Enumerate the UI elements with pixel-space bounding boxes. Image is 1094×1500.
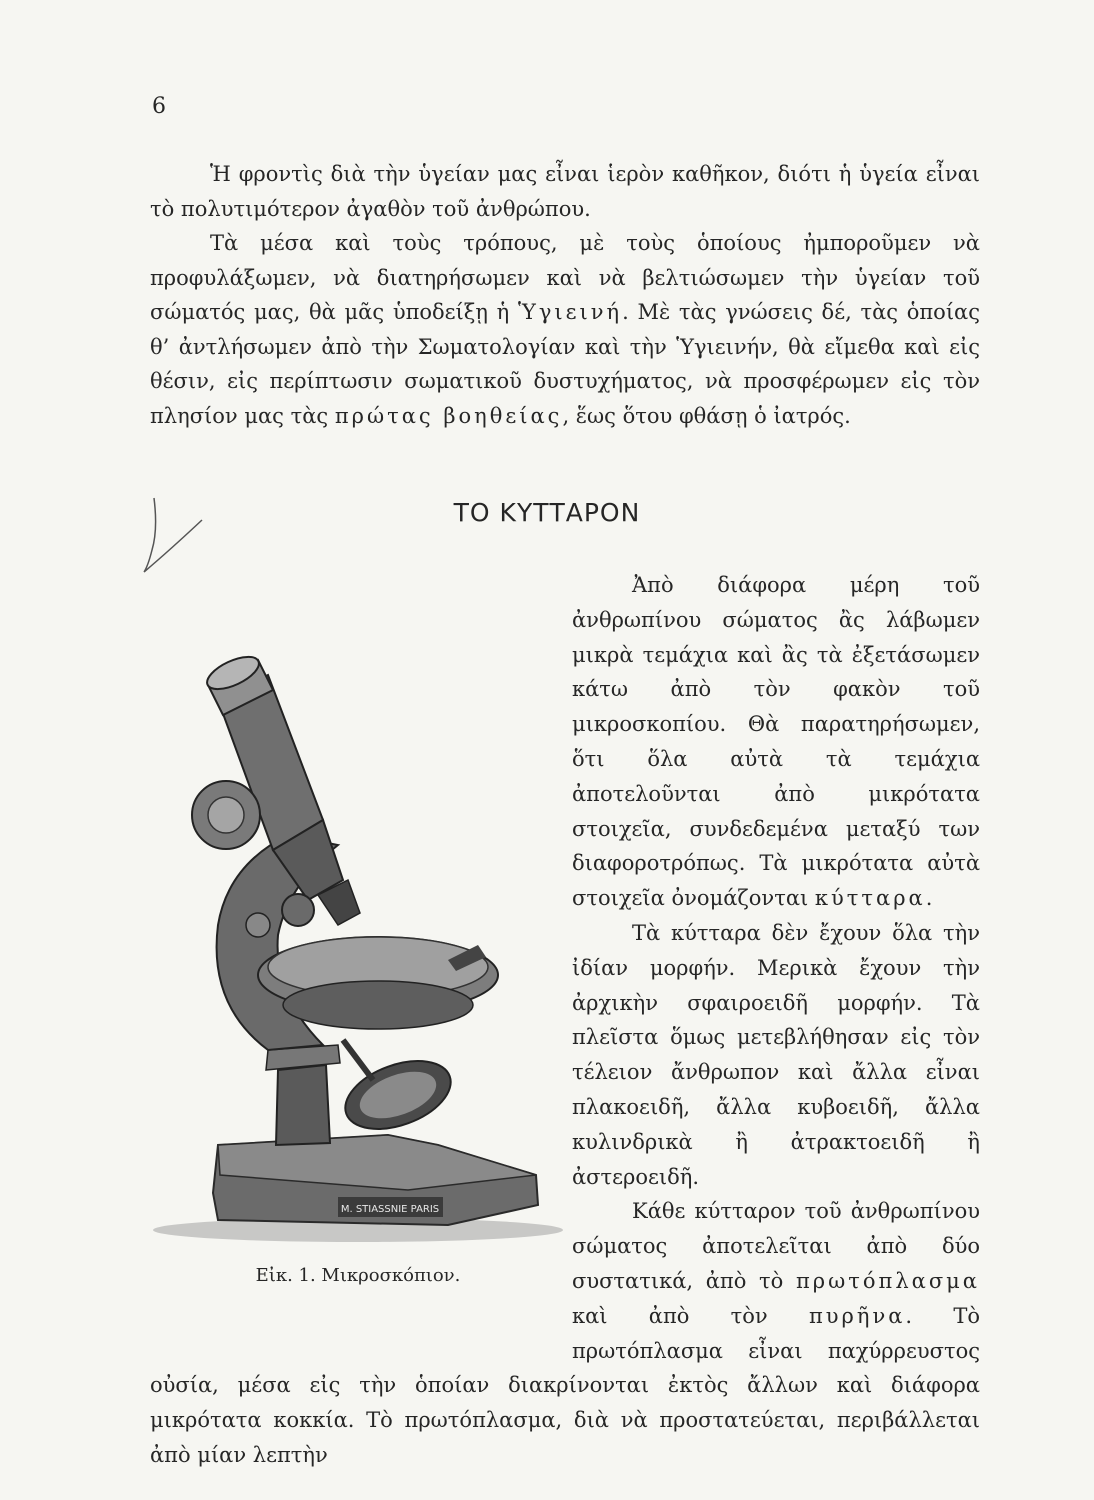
microscope-figure: [148, 645, 568, 1285]
intro-text: Τὰ μέσα καὶ τοὺς τρόπους, μὲ τοὺς ὁποίους ἠμποροῦμεν νὰ προφυλάξωμεν, νὰ διατηρήσωμεν καὶ νὰ βελτιώσωμεν τὴν ὑγείαν τοῦ σώματός μας, θὰ μᾶς ὑποδείξῃ ἡ: [150, 231, 980, 324]
body-text: Ἀπὸ διάφορα μέρη τοῦ ἀνθρωπίνου σώματος ἂς λάβωμεν μικρὰ τεμάχια καὶ ἂς τὰ ἐξετάσωμεν κάτω ἀπὸ τὸν φακὸν τοῦ μικροσκοπίου. Θὰ παρατηρήσωμεν, ὅτι ὅλα αὐτὰ τὰ τεμάχια ἀποτελοῦνται ἀπὸ μικρότατα στοιχεῖα, συνδεδεμένα μεταξύ των διαφοροτρόπως. Τὰ μικρότατα αὐτὰ στοιχεῖα ὀνομάζονται: [572, 573, 980, 911]
body-text: καὶ ἀπὸ τὸν: [572, 1303, 809, 1328]
term-protoplasm: πρωτόπλασμα: [796, 1268, 980, 1293]
term-nucleus: πυρῆνα: [808, 1303, 906, 1328]
term-cells: κύτταρα: [814, 886, 926, 911]
term-hygiene: Ὑγιεινή: [517, 300, 623, 324]
body-text: Κάθε κύτταρον τοῦ ἀνθρωπίνου σώματος ἀποτελεῖται ἀπὸ δύο συστατικά, ἀπὸ τὸ: [572, 1199, 980, 1293]
figure-caption: Εἰκ. 1. Μικροσκόπιον.: [255, 1265, 461, 1286]
microscope-icon: [148, 645, 568, 1245]
intro-paragraph-2: [150, 226, 980, 433]
intro-paragraph-1: Ἡ φροντὶς διὰ τὴν ὑγείαν μας εἶναι ἱερὸν καθῆκον, διότι ἡ ὑγεία εἶναι τὸ πολυτιμότερον ἀγαθὸν τοῦ ἀνθρώπου.: [150, 162, 980, 221]
body-text: . Τὸ πρωτόπλασμα εἶναι παχύρρευστος οὐσία, μέσα εἰς τὴν ὁποίαν διακρίνονται ἐκτὸς ἄλλων καὶ διάφορα μικρότατα κοκκία. Τὸ πρωτόπλασμα, διὰ νὰ προστατεύεται, περιβάλλεται ἀπὸ μίαν λεπτὴν: [150, 1303, 980, 1467]
body-paragraph-2: Τὰ κύτταρα δὲν ἔχουν ὅλα τὴν ἰδίαν μορφήν. Μερικὰ ἔχουν τὴν ἀρχικὴν σφαιροειδῆ μορφήν. Τὰ πλεῖστα ὅμως μετεβλήθησαν εἰς τὸν τέλειον ἄνθρωπον καὶ ἄλλα εἶναι πλακοειδῆ, ἄλλα κυβοειδῆ, ἄλλα κυλινδρικὰ ἢ ἀτρακτοειδῆ ἢ ἀστεροειδῆ.: [572, 920, 980, 1189]
term-first-aid: πρώτας βοηθείας: [334, 403, 563, 428]
intro-text: , ἕως ὅτου φθάσῃ ὁ ἰατρός.: [562, 403, 851, 428]
section-title: ΤΟ ΚΥΤΤΑΡΟΝ: [453, 498, 641, 527]
body-text: .: [925, 886, 933, 911]
intro-text: . Μὲ τὰς γνώσεις δέ, τὰς ὁποίας θ’ ἀντλήσωμεν ἀπὸ τὴν Σωματολογίαν καὶ τὴν Ὑγιεινήν, θὰ εἴμεθα καὶ εἰς θέσιν, εἰς περίπτωσιν σωματικοῦ δυστυχήματος, νὰ προσφέρωμεν εἰς τὸν πλησίον μας τὰς: [150, 300, 980, 428]
maker-plate: M. STIASSNIE PARIS: [340, 1204, 440, 1215]
page-number: 6: [152, 94, 166, 119]
